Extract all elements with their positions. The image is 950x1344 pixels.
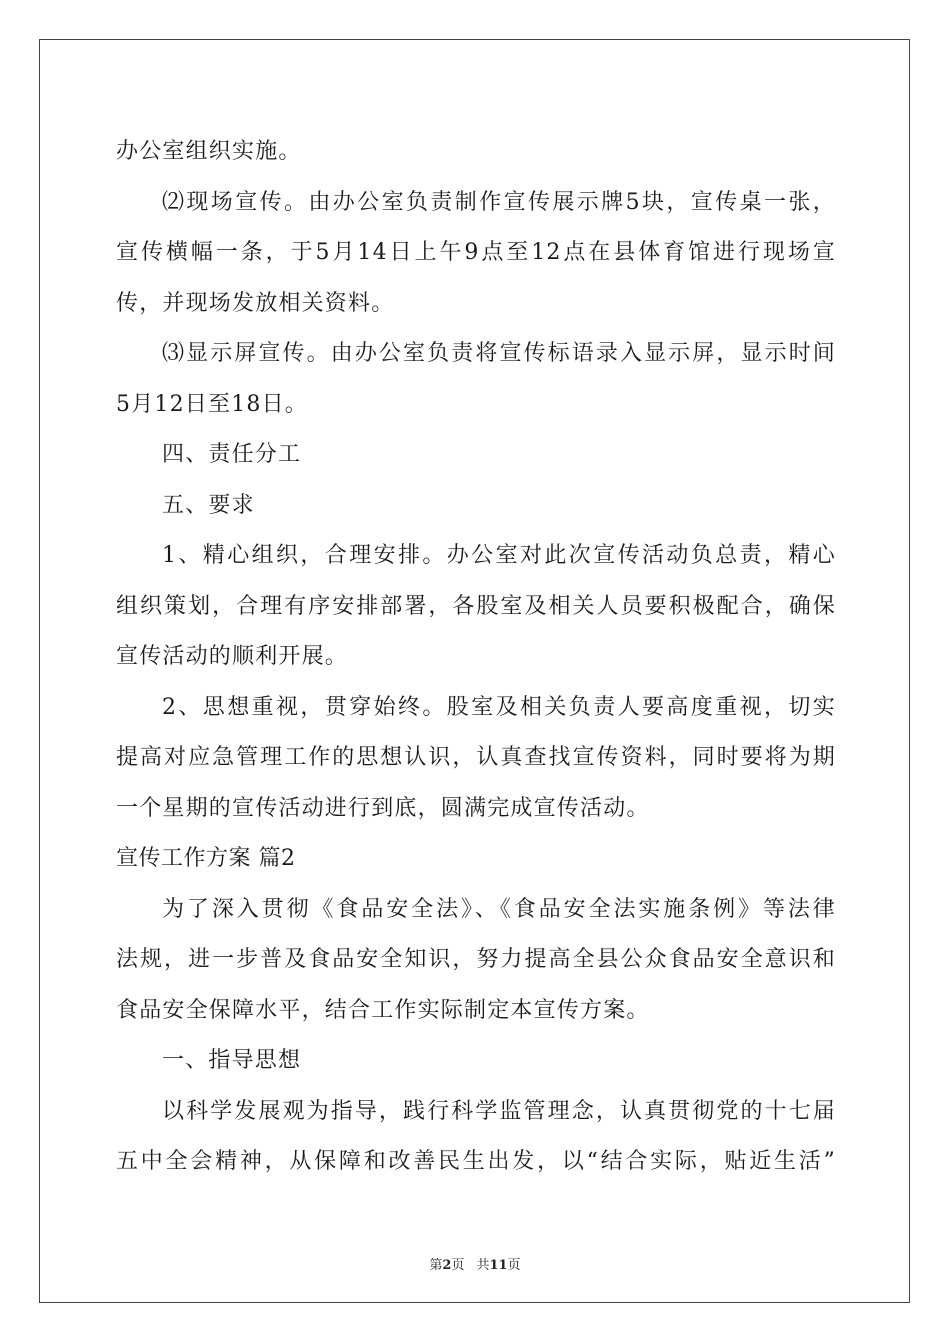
text-line: 宣传活动的顺利开展。: [116, 644, 349, 669]
text-line: 办公室组织实施。: [116, 139, 302, 164]
text-line: 5月12日至18日。: [116, 391, 308, 417]
page-footer: [0, 1254, 950, 1273]
text-line: 组织策划，合理有序安排部署，各股室及相关人员要积极配合，确保: [116, 593, 836, 619]
text-line: 法规，进一步普及食品安全知识，努力提高全县公众食品安全意识和: [116, 947, 836, 972]
text-line: 五中全会精神，从保障和改善民生出发，以“结合实际，贴近生活”: [116, 1149, 836, 1174]
text-line: 为了深入贯彻《食品安全法》、《食品安全法实施条例》等法律: [162, 896, 836, 922]
text-line: 四、责任分工: [162, 442, 302, 467]
text-line: 提高对应急管理工作的思想认识，认真查找宣传资料，同时要将为期: [116, 745, 836, 770]
footer-total-suffix: 页: [507, 1258, 521, 1273]
text-line: 宣传横幅一条，于5月14日上午9点至12点在县体育馆进行现场宣: [116, 240, 836, 265]
footer-page-number: 2: [442, 1258, 452, 1273]
text-line: 一、指导思想: [162, 1048, 302, 1073]
text-line: 食品安全保障水平，结合工作实际制定本宣传方案。: [116, 997, 650, 1023]
text-line: 2、思想重视，贯穿始终。股室及相关负责人要高度重视，切实: [162, 694, 836, 720]
footer-page-suffix: 页: [451, 1258, 465, 1273]
text-line: 传，并现场发放相关资料。: [116, 290, 395, 316]
footer-page-prefix: 第: [429, 1258, 443, 1273]
text-line: ⑵现场宣传。由办公室负责制作宣传展示牌5块，宣传桌一张，: [162, 189, 836, 215]
text-line: 以科学发展观为指导，践行科学监管理念，认真贯彻党的十七届: [162, 1098, 836, 1124]
document-body: [116, 127, 836, 1188]
footer-total-number: 11: [489, 1258, 508, 1273]
text-line: 一个星期的宣传活动进行到底，圆满完成宣传活动。: [116, 795, 650, 821]
section-heading: 宣传工作方案 篇2: [116, 846, 296, 871]
footer-total-prefix: 共: [476, 1258, 490, 1273]
text-line: ⑶显示屏宣传。由办公室负责将宣传标语录入显示屏，显示时间: [162, 341, 836, 366]
text-line: 1、精心组织，合理安排。办公室对此次宣传活动负总责，精心: [162, 543, 836, 568]
text-line: 五、要求: [162, 492, 255, 518]
